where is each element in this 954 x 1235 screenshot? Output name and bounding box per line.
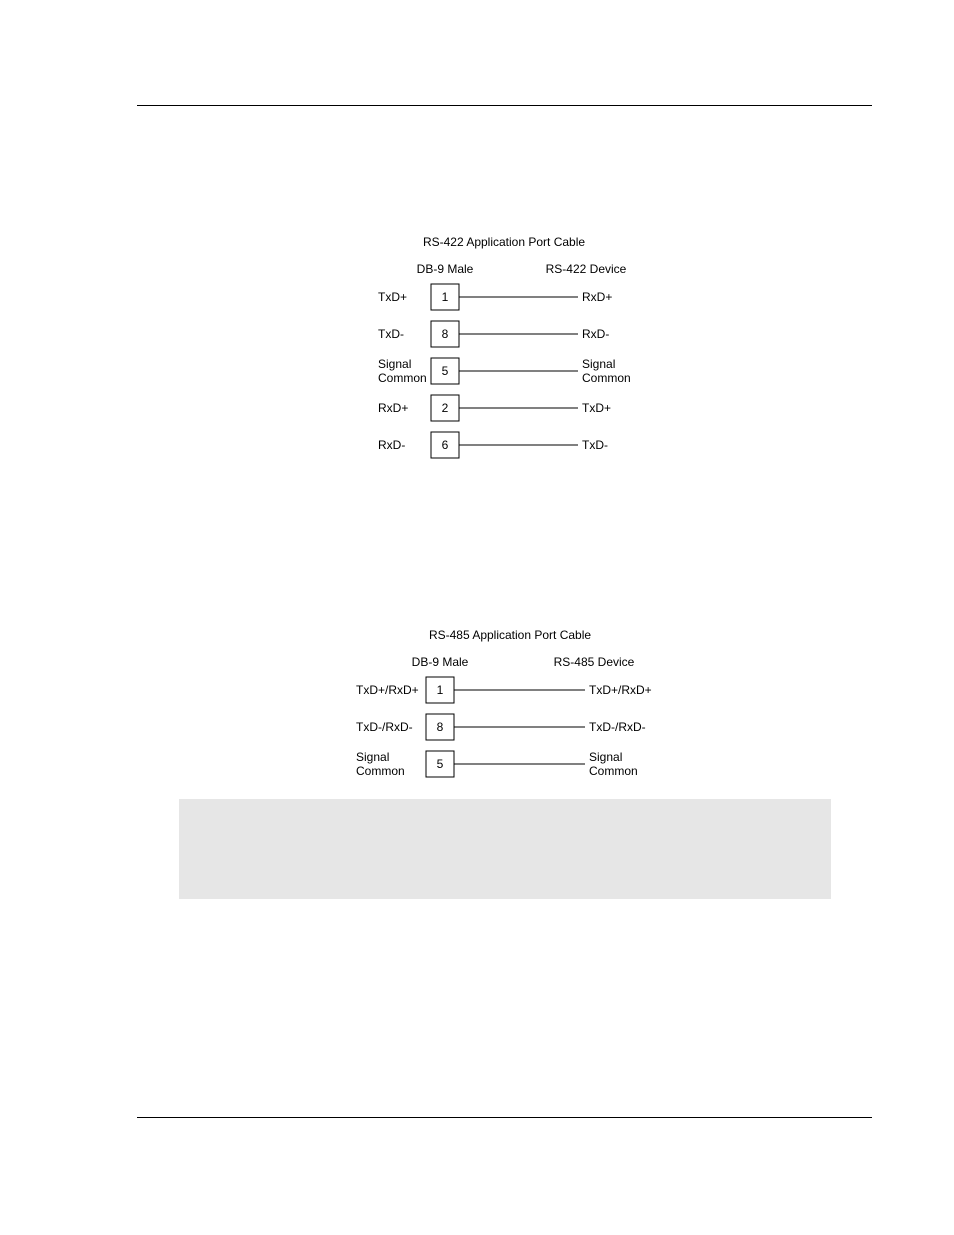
rs422-left-signal-label: Signal Common — [378, 357, 427, 385]
rs422-title: RS-422 Application Port Cable — [422, 235, 586, 249]
rs422-left-signal-label: TxD- — [378, 327, 404, 341]
rs422-right-signal-label: RxD- — [582, 327, 610, 341]
rs422-pin-number: 6 — [441, 438, 449, 452]
rs422-left-header: DB-9 Male — [416, 262, 474, 276]
rs485-right-signal-label: Signal Common — [589, 750, 638, 778]
rs422-left-signal-label: RxD- — [378, 438, 406, 452]
rs422-row — [378, 321, 609, 347]
rs422-right-signal-label: TxD- — [582, 438, 608, 452]
rs485-pin-number: 5 — [436, 757, 444, 771]
rs485-pin-number: 8 — [436, 720, 444, 734]
rs422-left-signal-label: TxD+ — [378, 290, 408, 304]
note-box — [179, 799, 831, 899]
rs422-right-signal-label: RxD+ — [582, 290, 613, 304]
rs485-left-signal-label: Signal Common — [356, 750, 405, 778]
rs422-row — [378, 357, 631, 385]
rs485-right-signal-label: TxD-/RxD- — [589, 720, 646, 734]
rs422-pin-number: 8 — [441, 327, 449, 341]
rs422-diagram — [378, 235, 631, 458]
rs485-row — [356, 677, 652, 703]
rs422-row — [378, 284, 612, 310]
rs485-title: RS-485 Application Port Cable — [428, 628, 592, 642]
rs485-diagram — [356, 628, 652, 778]
rs485-left-signal-label: TxD-/RxD- — [356, 720, 413, 734]
rs485-right-header: RS-485 Device — [553, 655, 635, 669]
rs485-left-signal-label: TxD+/RxD+ — [356, 683, 419, 697]
rs485-right-signal-label: TxD+/RxD+ — [589, 683, 652, 697]
rs485-row — [356, 750, 638, 778]
rs422-left-signal-label: RxD+ — [378, 401, 409, 415]
rs422-right-signal-label: Signal Common — [582, 357, 631, 385]
rs422-pin-number: 1 — [441, 290, 449, 304]
footer-rule — [137, 1117, 872, 1118]
rs422-row — [378, 432, 608, 458]
rs485-left-header: DB-9 Male — [411, 655, 469, 669]
rs422-row — [378, 395, 611, 421]
rs422-pin-number: 2 — [441, 401, 449, 415]
rs422-right-header: RS-422 Device — [545, 262, 627, 276]
rs422-right-signal-label: TxD+ — [582, 401, 612, 415]
rs485-pin-number: 1 — [436, 683, 444, 697]
rs485-row — [356, 714, 646, 740]
rs422-pin-number: 5 — [441, 364, 449, 378]
